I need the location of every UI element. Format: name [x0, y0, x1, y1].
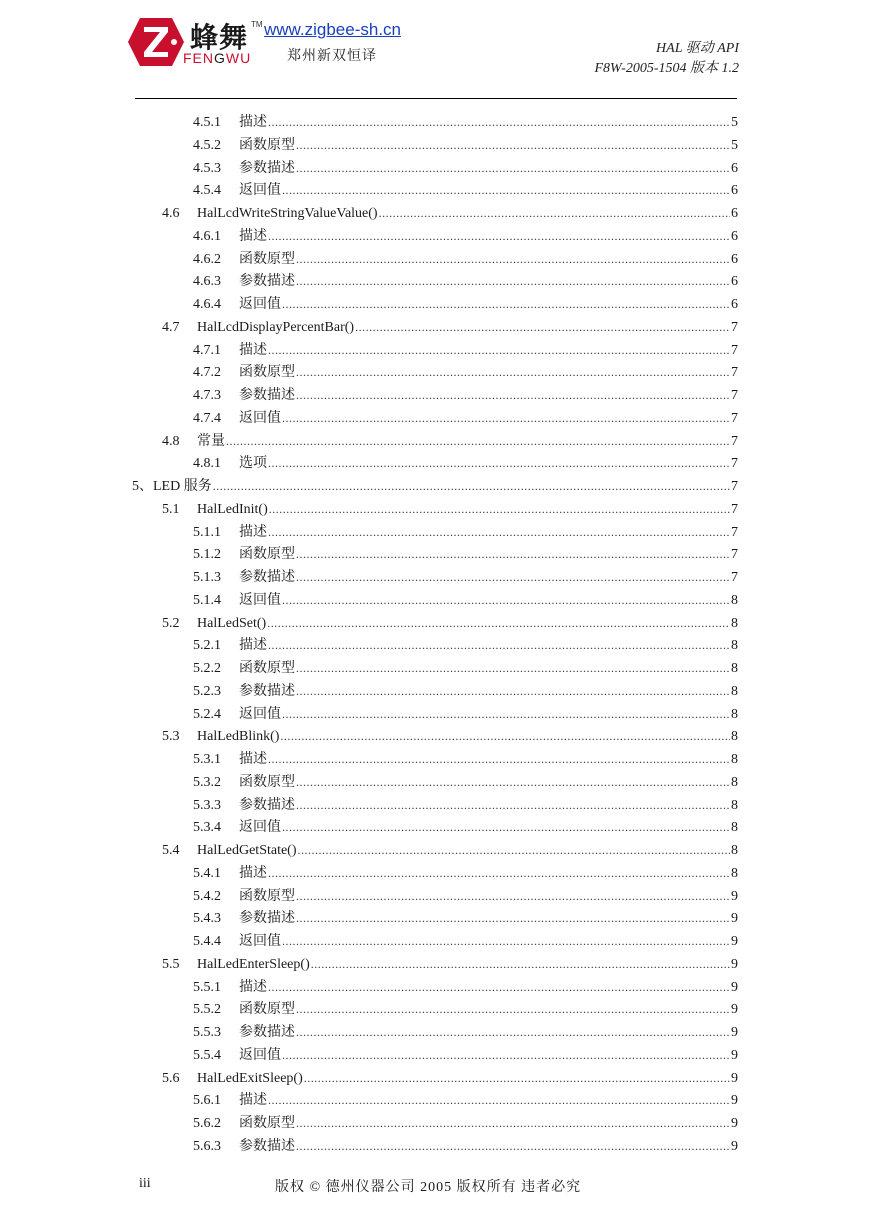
toc-leader-dots	[296, 908, 730, 929]
toc-entry-title: HalLedEnterSleep()	[197, 956, 310, 972]
toc-leader-dots	[296, 271, 730, 292]
toc-entry[interactable]	[193, 1113, 738, 1133]
toc-entry-title: 参数描述	[239, 1138, 295, 1154]
toc-entry[interactable]	[193, 1136, 738, 1156]
toc-leader-dots	[296, 362, 730, 383]
toc-leader-dots	[296, 1136, 730, 1157]
document-version: F8W-2005-1504 版本 1.2	[594, 61, 739, 76]
toc-entry[interactable]	[162, 726, 738, 746]
toc-entry-title: 参数描述	[239, 911, 295, 927]
toc-entry[interactable]	[193, 999, 738, 1019]
toc-leader-dots	[296, 158, 730, 179]
toc-entry-title: 函数原型	[239, 1116, 295, 1131]
toc-leader-dots	[267, 613, 730, 634]
toc-entry-title: 返回值	[239, 820, 281, 836]
toc-entry-number: 4.7	[162, 319, 180, 335]
toc-entry-title: 函数原型	[239, 365, 295, 381]
toc-entry-title: 描述	[239, 1093, 267, 1109]
toc-entry[interactable]	[193, 453, 738, 473]
toc-entry-number: 4.5.4	[193, 183, 221, 199]
toc-leader-dots	[296, 658, 730, 679]
toc-leader-dots	[282, 294, 730, 315]
toc-entry-title: 函数原型	[239, 137, 295, 153]
toc-leader-dots	[296, 135, 730, 156]
website-link[interactable]: www.zigbee-sh.cn	[264, 20, 402, 39]
fengwu-logo-icon	[128, 18, 184, 66]
toc-entry-page: 7	[731, 570, 738, 585]
toc-entry-page: 6	[731, 297, 738, 312]
toc-entry-page: 8	[731, 638, 738, 654]
document-title: HAL 驱动 API	[656, 41, 739, 56]
toc-entry-page: 7	[731, 547, 738, 563]
toc-leader-dots	[282, 704, 730, 725]
toc-leader-dots	[213, 476, 730, 497]
toc-entry-number: 4.5.2	[193, 137, 221, 153]
toc-entry[interactable]	[193, 658, 738, 678]
toc-entry[interactable]	[162, 1068, 738, 1088]
toc-entry[interactable]	[193, 362, 738, 382]
toc-entry-title: HalLcdDisplayPercentBar()	[197, 319, 355, 335]
brand-name-cn: 蜂舞	[190, 23, 249, 54]
toc-entry-number: 4.5.1	[193, 115, 221, 130]
toc-leader-dots	[268, 453, 730, 474]
toc-leader-dots	[268, 226, 730, 247]
toc-entry-number: 5.4	[162, 843, 180, 858]
toc-entry-number: 5.1.1	[193, 524, 221, 540]
toc-entry-number: 5.2.4	[193, 706, 221, 722]
toc-entry-page: 6	[731, 251, 738, 267]
toc-entry-title: HalLcdWriteStringValueValue()	[197, 206, 378, 221]
toc-entry-title: 返回值	[239, 410, 281, 426]
toc-entry-title: 描述	[239, 115, 267, 130]
toc-entry[interactable]	[193, 590, 738, 610]
toc-entry[interactable]	[193, 271, 738, 291]
toc-entry-number: 5.5.3	[193, 1025, 221, 1040]
toc-entry-number: 5.1.4	[193, 592, 221, 608]
toc-entry-number: 5.2.1	[193, 638, 221, 654]
toc-entry-number: 5、	[132, 479, 153, 494]
toc-leader-dots	[282, 931, 730, 952]
toc-entry-page: 9	[731, 979, 738, 995]
toc-entry[interactable]	[132, 476, 738, 496]
toc-leader-dots	[296, 795, 730, 816]
toc-entry-title: HalLedExitSleep()	[197, 1070, 303, 1086]
toc-entry-number: 5.4.2	[193, 888, 221, 904]
toc-entry[interactable]	[193, 931, 738, 951]
toc-entry[interactable]	[162, 840, 738, 860]
toc-entry-page: 9	[731, 1138, 738, 1154]
toc-leader-dots	[282, 817, 730, 838]
toc-entry-page: 7	[731, 342, 738, 358]
toc-entry-number: 4.7.2	[193, 365, 221, 381]
toc-entry[interactable]	[193, 863, 738, 883]
toc-entry[interactable]	[193, 567, 738, 587]
toc-entry[interactable]	[193, 135, 738, 155]
brand-name-en: FENGWU	[183, 50, 252, 66]
toc-leader-dots	[296, 681, 730, 702]
toc-entry-number: 5.4.3	[193, 911, 221, 927]
toc-entry-number: 4.7.4	[193, 410, 221, 426]
toc-entry-number: 5.5	[162, 956, 180, 972]
toc-entry[interactable]	[193, 1022, 738, 1042]
toc-entry-page: 7	[731, 365, 738, 381]
toc-entry-number: 5.1.3	[193, 570, 221, 585]
toc-entry-page: 8	[731, 752, 738, 767]
toc-entry-number: 5.3.1	[193, 752, 221, 767]
toc-leader-dots	[268, 112, 730, 133]
toc-entry-page: 9	[731, 934, 738, 949]
toc-entry-page: 6	[731, 206, 738, 221]
toc-leader-dots	[296, 772, 730, 793]
toc-entry-title: 返回值	[239, 297, 281, 312]
toc-entry-title: HalLedSet()	[197, 615, 267, 631]
toc-entry-number: 5.6.3	[193, 1138, 221, 1154]
toc-leader-dots	[296, 1113, 730, 1134]
toc-entry-page: 7	[731, 524, 738, 540]
toc-entry-number: 5.2.2	[193, 661, 221, 676]
toc-entry-page: 9	[731, 1116, 738, 1131]
toc-entry-page: 7	[731, 410, 738, 426]
toc-entry[interactable]	[193, 772, 738, 792]
toc-entry[interactable]	[193, 180, 738, 200]
toc-leader-dots	[304, 1068, 730, 1089]
toc-leader-dots	[282, 590, 730, 611]
toc-entry-number: 4.8	[162, 433, 180, 449]
toc-entry[interactable]	[193, 158, 738, 178]
toc-entry-number: 5.2.3	[193, 683, 221, 699]
toc-entry-page: 9	[731, 888, 738, 904]
toc-entry-page: 9	[731, 1093, 738, 1109]
toc-entry-page: 9	[731, 1070, 738, 1086]
toc-leader-dots	[280, 726, 730, 747]
toc-entry-number: 5.1.2	[193, 547, 221, 563]
toc-entry-page: 7	[731, 388, 738, 403]
toc-entry-number: 5.3	[162, 729, 180, 745]
toc-entry-number: 5.6.1	[193, 1093, 221, 1109]
toc-entry-title: 参数描述	[239, 570, 295, 585]
toc-entry-page: 5	[731, 115, 738, 130]
toc-leader-dots	[268, 340, 730, 361]
toc-entry[interactable]	[193, 544, 738, 564]
toc-entry-number: 4.6.1	[193, 228, 221, 244]
toc-entry-title: 描述	[239, 638, 267, 654]
toc-entry[interactable]	[162, 613, 738, 633]
toc-leader-dots	[355, 317, 730, 338]
toc-entry-page: 7	[731, 456, 738, 472]
toc-entry[interactable]	[193, 886, 738, 906]
toc-entry-number: 5.4.1	[193, 865, 221, 881]
toc-entry[interactable]	[193, 749, 738, 769]
toc-entry-number: 5.5.1	[193, 979, 221, 995]
toc-leader-dots	[296, 544, 730, 565]
toc-entry-number: 5.6.2	[193, 1116, 221, 1131]
toc-entry[interactable]	[193, 1045, 738, 1065]
toc-entry-number: 5.3.3	[193, 797, 221, 813]
toc-leader-dots	[296, 1022, 730, 1043]
toc-entry[interactable]	[193, 340, 738, 360]
toc-entry-title: 函数原型	[239, 1002, 295, 1018]
toc-entry[interactable]	[193, 681, 738, 701]
toc-entry-page: 8	[731, 865, 738, 881]
toc-entry[interactable]	[193, 226, 738, 246]
toc-leader-dots	[268, 977, 730, 998]
toc-entry-title: HalLedBlink()	[197, 729, 280, 745]
toc-entry-title: HalLedInit()	[197, 501, 268, 517]
toc-entry-title: 返回值	[239, 183, 281, 199]
toc-leader-dots	[268, 1090, 730, 1111]
toc-entry-title: 返回值	[239, 592, 281, 608]
copyright-notice: 版权 © 德州仪器公司 2005 版权所有 违者必究	[275, 1180, 582, 1195]
toc-entry-title: 参数描述	[239, 1025, 295, 1040]
toc-entry-number: 4.7.3	[193, 388, 221, 403]
toc-entry-page: 8	[731, 843, 738, 858]
toc-entry[interactable]	[193, 249, 738, 269]
toc-entry-title: 参数描述	[239, 160, 295, 176]
toc-entry-number: 5.3.2	[193, 774, 221, 790]
toc-entry-page: 8	[731, 661, 738, 676]
toc-entry-title: 返回值	[239, 1047, 281, 1063]
toc-entry-title: 返回值	[239, 706, 281, 722]
toc-entry[interactable]	[162, 954, 738, 974]
toc-entry[interactable]	[193, 1090, 738, 1110]
toc-entry[interactable]	[193, 112, 738, 132]
toc-entry-page: 8	[731, 615, 738, 631]
toc-leader-dots	[296, 886, 730, 907]
toc-entry[interactable]	[193, 385, 738, 405]
toc-entry-title: 描述	[239, 524, 267, 540]
toc-entry-number: 5.6	[162, 1070, 180, 1086]
toc-entry-number: 4.6	[162, 206, 180, 221]
toc-entry-page: 8	[731, 797, 738, 813]
toc-entry-number: 5.1	[162, 501, 180, 517]
toc-leader-dots	[298, 840, 730, 861]
toc-entry-title: 参数描述	[239, 388, 295, 403]
toc-entry-page: 8	[731, 592, 738, 608]
toc-entry-title: 函数原型	[239, 251, 295, 267]
toc-entry-number: 5.2	[162, 615, 180, 631]
toc-entry[interactable]	[162, 203, 738, 223]
toc-entry-page: 8	[731, 729, 738, 745]
toc-leader-dots	[311, 954, 730, 975]
page-header	[0, 0, 869, 100]
toc-entry-page: 7	[731, 319, 738, 335]
toc-entry-title: 描述	[239, 865, 267, 881]
toc-entry[interactable]	[162, 431, 738, 451]
toc-entry-page: 8	[731, 683, 738, 699]
toc-leader-dots	[282, 1045, 730, 1066]
toc-leader-dots	[282, 180, 730, 201]
toc-entry-title: 返回值	[239, 934, 281, 949]
toc-entry[interactable]	[162, 317, 738, 337]
toc-entry-page: 9	[731, 1002, 738, 1018]
toc-entry-page: 6	[731, 274, 738, 290]
toc-entry-page: 8	[731, 706, 738, 722]
toc-entry[interactable]	[193, 908, 738, 928]
toc-entry[interactable]	[193, 704, 738, 724]
toc-entry[interactable]	[193, 817, 738, 837]
trademark-mark: TM	[251, 20, 263, 29]
toc-entry-title: LED 服务	[153, 479, 212, 494]
toc-entry[interactable]	[193, 294, 738, 314]
toc-entry[interactable]	[193, 635, 738, 655]
toc-entry-number: 4.5.3	[193, 160, 221, 176]
toc-entry-title: 函数原型	[239, 774, 295, 790]
toc-entry-page: 9	[731, 911, 738, 927]
toc-entry-page: 6	[731, 183, 738, 199]
toc-entry[interactable]	[193, 408, 738, 428]
toc-entry-title: 描述	[239, 752, 267, 767]
toc-entry-page: 5	[731, 137, 738, 153]
toc-leader-dots	[296, 999, 730, 1020]
toc-entry-number: 5.3.4	[193, 820, 221, 836]
toc-entry[interactable]	[193, 522, 738, 542]
toc-leader-dots	[268, 522, 730, 543]
toc-entry-page: 8	[731, 820, 738, 836]
toc-entry[interactable]	[193, 977, 738, 997]
toc-entry-page: 9	[731, 956, 738, 972]
toc-entry-title: 常量	[197, 433, 225, 449]
toc-entry-number: 4.6.4	[193, 297, 221, 312]
toc-entry-title: HalLedGetState()	[197, 843, 297, 858]
toc-entry-number: 5.5.2	[193, 1002, 221, 1018]
toc-entry-page: 6	[731, 228, 738, 244]
toc-entry-page: 9	[731, 1047, 738, 1063]
toc-leader-dots	[282, 408, 730, 429]
toc-entry[interactable]	[193, 795, 738, 815]
toc-leader-dots	[268, 863, 730, 884]
toc-entry-title: 参数描述	[239, 797, 295, 813]
toc-entry-number: 4.6.3	[193, 274, 221, 290]
toc-entry-title: 描述	[239, 342, 267, 358]
toc-entry-title: 函数原型	[239, 547, 295, 563]
toc-leader-dots	[296, 385, 730, 406]
toc-entry-title: 函数原型	[239, 888, 295, 904]
toc-entry-page: 7	[731, 479, 738, 494]
toc-leader-dots	[296, 249, 730, 270]
toc-entry-page: 6	[731, 160, 738, 176]
toc-entry-page: 9	[731, 1025, 738, 1040]
toc-entry-page: 7	[731, 501, 738, 517]
page-footer	[0, 1172, 869, 1202]
toc-leader-dots	[268, 635, 730, 656]
toc-leader-dots	[379, 203, 730, 224]
toc-entry-page: 8	[731, 774, 738, 790]
toc-leader-dots	[296, 567, 730, 588]
page-number: iii	[139, 1176, 151, 1191]
toc-entry[interactable]	[162, 499, 738, 519]
toc-entry-number: 4.7.1	[193, 342, 221, 358]
header-divider	[135, 98, 737, 99]
toc-entry-number: 4.8.1	[193, 456, 221, 472]
toc-entry-title: 描述	[239, 228, 267, 244]
toc-entry-title: 描述	[239, 979, 267, 995]
toc-entry-title: 函数原型	[239, 661, 295, 676]
toc-entry-page: 7	[731, 433, 738, 449]
toc-entry-title: 参数描述	[239, 274, 295, 290]
toc-entry-number: 5.4.4	[193, 934, 221, 949]
toc-entry-title: 参数描述	[239, 683, 295, 699]
toc-entry-number: 4.6.2	[193, 251, 221, 267]
toc-leader-dots	[226, 431, 730, 452]
toc-leader-dots	[268, 749, 730, 770]
toc-entry-title: 选项	[239, 456, 267, 472]
toc-entry-number: 5.5.4	[193, 1047, 221, 1063]
translator-note: 郑州新双恒译	[287, 49, 377, 64]
toc-leader-dots	[269, 499, 730, 520]
